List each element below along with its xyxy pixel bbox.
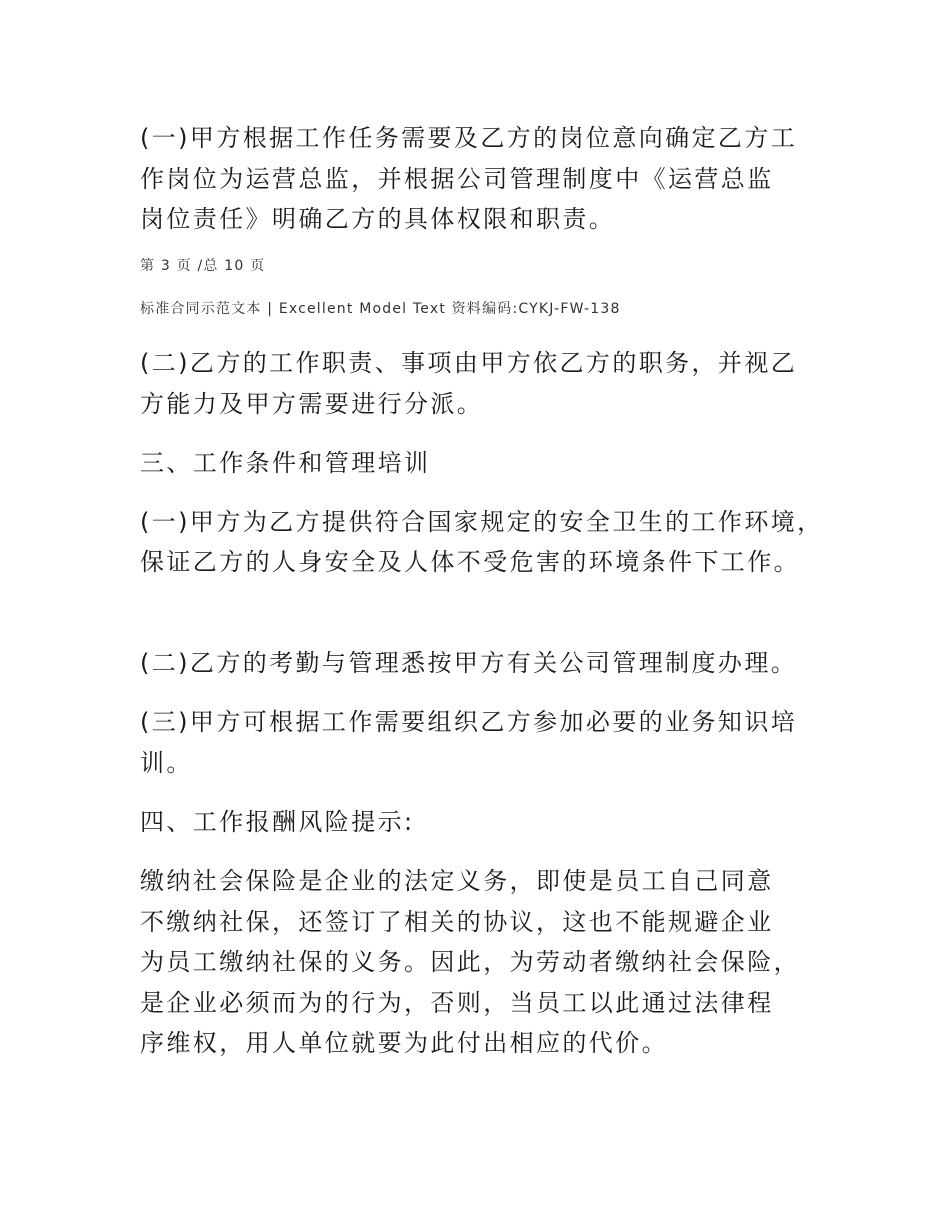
document-code-label: 标准合同示范文本 | Excellent Model Text 资料编码:CYKJ-FW-138 [140,301,621,317]
para6-line3: 为员工缴纳社保的义务。因此，为劳动者缴纳社会保险， [140,948,800,976]
section-heading-3: 三、工作条件和管理培训 [140,449,431,477]
para6-line4: 是企业必须而为的行为，否则，当员工以此通过法律程 [140,989,774,1017]
para2-line2: 方能力及甲方需要进行分派。 [140,390,484,418]
para1-line3: 岗位责任》明确乙方的具体权限和职责。 [140,205,616,233]
para3-line2: 保证乙方的人身安全及人体不受危害的环境条件下工作。 [140,548,800,576]
para6-line2: 不缴纳社保，还签订了相关的协议，这也不能规避企业 [140,908,774,936]
para3-line1: (一)甲方为乙方提供符合国家规定的安全卫生的工作环境， [140,508,824,536]
para4-line1: (二)乙方的考勤与管理悉按甲方有关公司管理制度办理。 [140,649,798,677]
para1-line2: 作岗位为运营总监，并根据公司管理制度中《运营总监 [140,165,774,193]
para5-line2: 训。 [140,749,193,777]
para5-line1: (三)甲方可根据工作需要组织乙方参加必要的业务知识培 [140,708,798,736]
page-number: 第 3 页 /总 10 页 [140,258,266,274]
para1-line1: (一)甲方根据工作任务需要及乙方的岗位意向确定乙方工 [140,124,798,152]
para6-line1: 缴纳社会保险是企业的法定义务，即使是员工自己同意 [140,867,774,895]
para2-line1: (二)乙方的工作职责、事项由甲方依乙方的职务，并视乙 [140,349,798,377]
para6-line5: 序维权，用人单位就要为此付出相应的代价。 [140,1029,668,1057]
section-heading-4: 四、工作报酬风险提示: [140,808,415,836]
